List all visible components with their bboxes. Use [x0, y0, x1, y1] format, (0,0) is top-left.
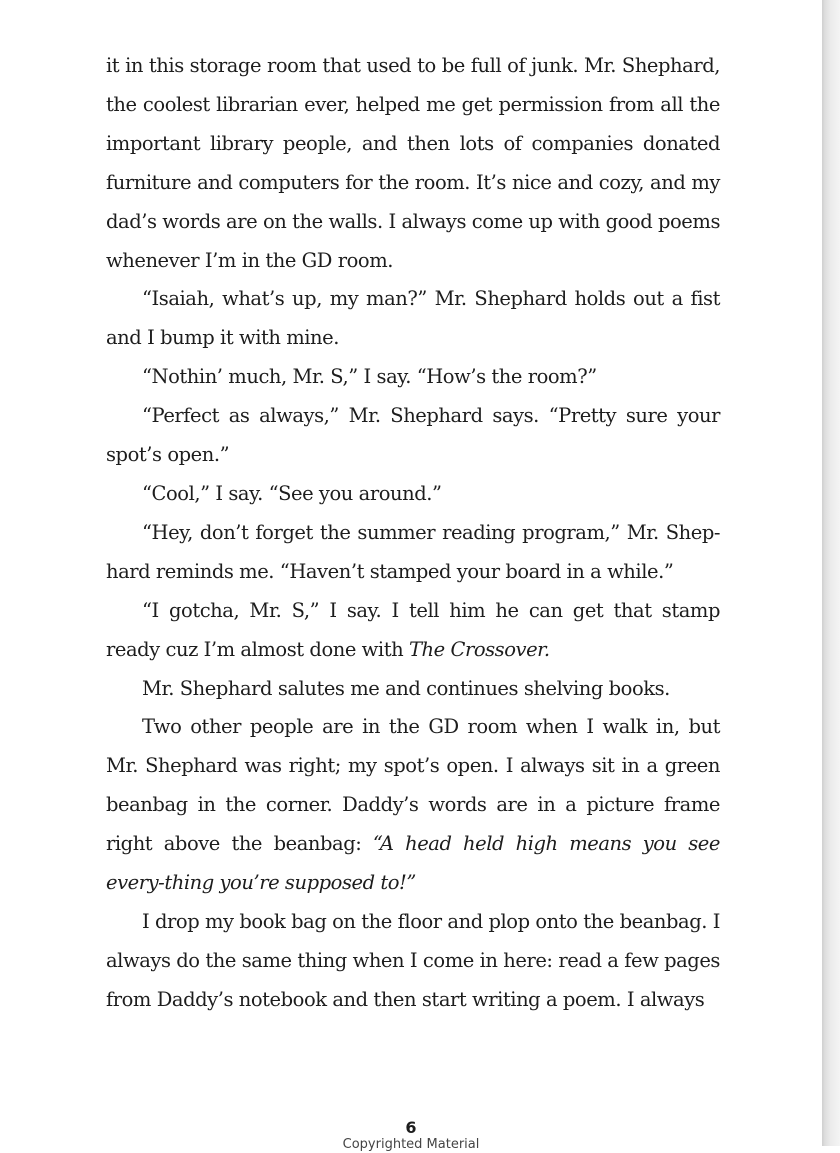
- paragraph: “Nothin’ much, Mr. S,” I say. “How’s the room?”: [142, 365, 597, 389]
- paragraph: I drop my book bag on the floor and plop onto the beanbag. I always do the same thing when I come in here: read a few pages from Daddy’s notebook and then start writing a poem. I always: [106, 909, 720, 1011]
- paragraph: Two other people are in the GD room when I walk in, but Mr. Shephard was right; my spot’s open. I always sit in a green beanbag in the corner. Daddy’s words are in a picture frame right above the beanbag: “A head held high means you see every-thing you’re supposed to!”: [106, 715, 720, 895]
- paragraph: “Isaiah, what’s up, my man?” Mr. Shephard holds out a fist and I bump it with mine.: [106, 287, 720, 350]
- paragraph: “Hey, don’t forget the summer reading program,” Mr. Shep-hard reminds me. “Haven’t stamped your board in a while.”: [106, 520, 720, 583]
- paragraph: it in this storage room that used to be full of junk. Mr. Shephard, the coolest librarian ever, helped me get permission from all the important library people, and then lots of companies donated furniture and computers for the room. It’s nice and cozy, and my dad’s words are on the walls. I always come up with good poems whenever I’m in the GD room.: [106, 54, 720, 272]
- paragraph: “Perfect as always,” Mr. Shephard says. “Pretty sure your spot’s open.”: [106, 404, 720, 467]
- page-edge-shadow: [822, 0, 840, 1146]
- paragraph: Mr. Shephard salutes me and continues shelving books.: [142, 676, 670, 700]
- page-number: 6: [405, 1118, 417, 1137]
- body-text: [106, 47, 720, 1020]
- copyright-footer: Copyrighted Material: [342, 1137, 480, 1152]
- book-title: The Crossover.: [408, 637, 550, 661]
- framed-quote: “A head held high means you see every-thing you’re supposed to!”: [106, 832, 720, 895]
- paragraph: “I gotcha, Mr. S,” I say. I tell him he can get that stamp ready cuz I’m almost done with The Crossover.: [106, 598, 720, 661]
- paragraph: “Cool,” I say. “See you around.”: [142, 481, 442, 505]
